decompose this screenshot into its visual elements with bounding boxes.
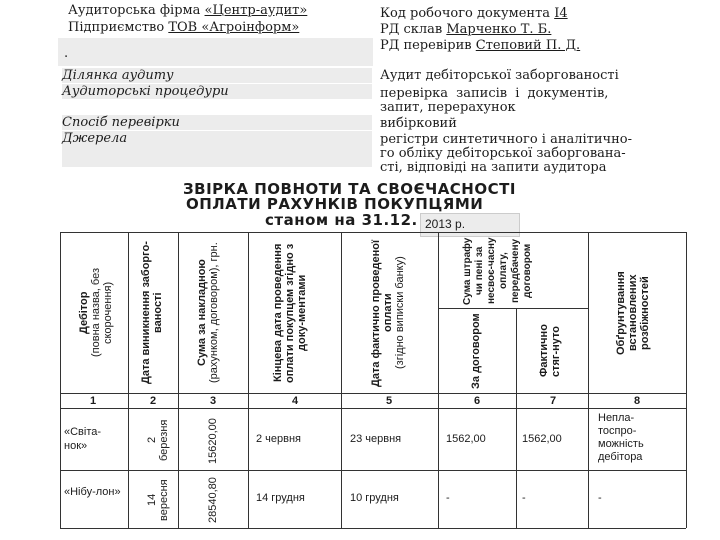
row-deadline: 14 грудня [256, 492, 305, 504]
row-charged: 1562,00 [522, 433, 562, 445]
col-number: 4 [292, 395, 299, 407]
enterprise-label: Підприємство [68, 20, 165, 35]
area-value: Аудит дебіторської заборгованості [380, 68, 619, 83]
doc-code-label: Код робочого документа [380, 6, 551, 21]
firm-line [68, 3, 307, 19]
col-border [248, 232, 249, 528]
header-sum [196, 240, 220, 386]
row-actual: 10 грудня [350, 492, 399, 504]
col-number: 7 [550, 395, 557, 407]
header-contract: За договором [470, 313, 482, 389]
numbers-bottom-line [60, 408, 686, 409]
row-contract: - [446, 492, 450, 504]
compiled-line [380, 22, 551, 38]
header-penalty-group: Сума штрафу чи пені за несвоє-часну оплату, передбачену договором [462, 237, 533, 305]
title-line-1: ЗВІРКА ПОВНОТИ ТА СВОЄЧАСНОСТІ [183, 180, 516, 198]
row-date: 2 березня [146, 419, 170, 461]
row-debtor: «Нібу-лон» [64, 486, 121, 498]
method-value: вибірковий [380, 116, 457, 131]
year-box [420, 213, 520, 237]
col-border [60, 232, 61, 528]
procedures-value-1: перевірка записів і документів, [380, 86, 609, 101]
header-debtor [78, 238, 114, 388]
col-number: 2 [150, 395, 157, 407]
row-sum: 15620,00 [207, 418, 219, 464]
header-reason: Обґрунтування встановлених розбіжностей [615, 271, 651, 355]
col-border [516, 308, 517, 528]
row-contract: 1562,00 [446, 433, 486, 445]
checked-line [380, 38, 580, 54]
col-border [686, 232, 687, 528]
header-sum-sub: (рахунком, договором), грн. [208, 242, 220, 384]
checked-value: Степовий П. Д. [475, 38, 581, 53]
year-value: 2013 р. [425, 217, 466, 231]
doc-code-value: I4 [554, 6, 568, 21]
col-border [128, 232, 129, 528]
col-number: 6 [474, 395, 481, 407]
header-debtor-sub: (повна назва, без скорочення) [90, 268, 114, 358]
row-charged: - [522, 492, 526, 504]
header-actual-sub: (згідно виписки банку) [394, 256, 406, 370]
col-border [341, 232, 342, 528]
sources-value-2: го обліку дебіторської заборгована- [380, 146, 626, 161]
doc-code-line [380, 6, 568, 22]
sources-label: Джерела [62, 131, 372, 167]
area-label: Ділянка аудиту [62, 68, 372, 83]
method-label: Спосіб перевірки [62, 115, 372, 130]
table-bottom-border [60, 528, 686, 529]
col-number: 3 [210, 395, 217, 407]
penalty-subheader-line [438, 308, 588, 309]
row-sum: 28540,80 [207, 477, 219, 523]
row-deadline: 2 червня [256, 433, 302, 445]
checked-label: РД перевірив [380, 38, 472, 53]
title-line-2: ОПЛАТИ РАХУНКІВ ПОКУПЦЯМИ [186, 195, 484, 213]
redacted-field [58, 38, 373, 66]
sources-value-1: регістри синтетичного і аналітично- [380, 132, 632, 147]
header-actual-charged: Фактично стяг-нуто [538, 324, 562, 378]
row-date: 14 вересня [146, 479, 170, 521]
row-debtor: «Світа-нок» [64, 426, 102, 452]
col-border [178, 232, 179, 528]
row-reason: Непла-тоспро-можність дебітора [598, 412, 644, 463]
header-bottom-line [60, 393, 686, 394]
title-line-3: станом на 31.12. [265, 211, 418, 229]
header-date-arise: Дата виникнення заборго-ваності [140, 241, 164, 385]
header-actual-title: Дата фактично проведеної оплати [370, 239, 394, 387]
col-number: 5 [386, 395, 393, 407]
header-debtor-title: Дебітор [78, 291, 90, 335]
sources-value-3: сті, відповіді на запити аудитора [380, 160, 607, 175]
enterprise-line [68, 20, 299, 36]
col-border [588, 232, 589, 528]
col-number: 8 [634, 395, 641, 407]
firm-name: «Центр-аудит» [204, 3, 308, 18]
compiled-value: Марченко Т. Б. [446, 22, 552, 37]
header-actual [370, 238, 406, 388]
compiled-label: РД склав [380, 22, 443, 37]
row-reason: - [598, 492, 602, 504]
enterprise-name: ТОВ «Агроінформ» [168, 20, 300, 35]
row-actual: 23 червня [350, 433, 402, 445]
row-divider [60, 470, 686, 471]
col-border [438, 232, 439, 528]
table-top-border [60, 232, 686, 233]
header-deadline: Кінцева дата проведення оплати покупцем згідно з доку-ментами [272, 243, 308, 383]
procedures-value-2: запит, перерахунок [380, 100, 516, 115]
header-sum-title: Сума за накладною [196, 259, 208, 367]
col-number: 1 [90, 395, 97, 407]
firm-label: Аудиторська фірма [68, 3, 201, 18]
dot-mark: . [64, 46, 69, 61]
procedures-label: Аудиторські процедури [62, 84, 372, 99]
